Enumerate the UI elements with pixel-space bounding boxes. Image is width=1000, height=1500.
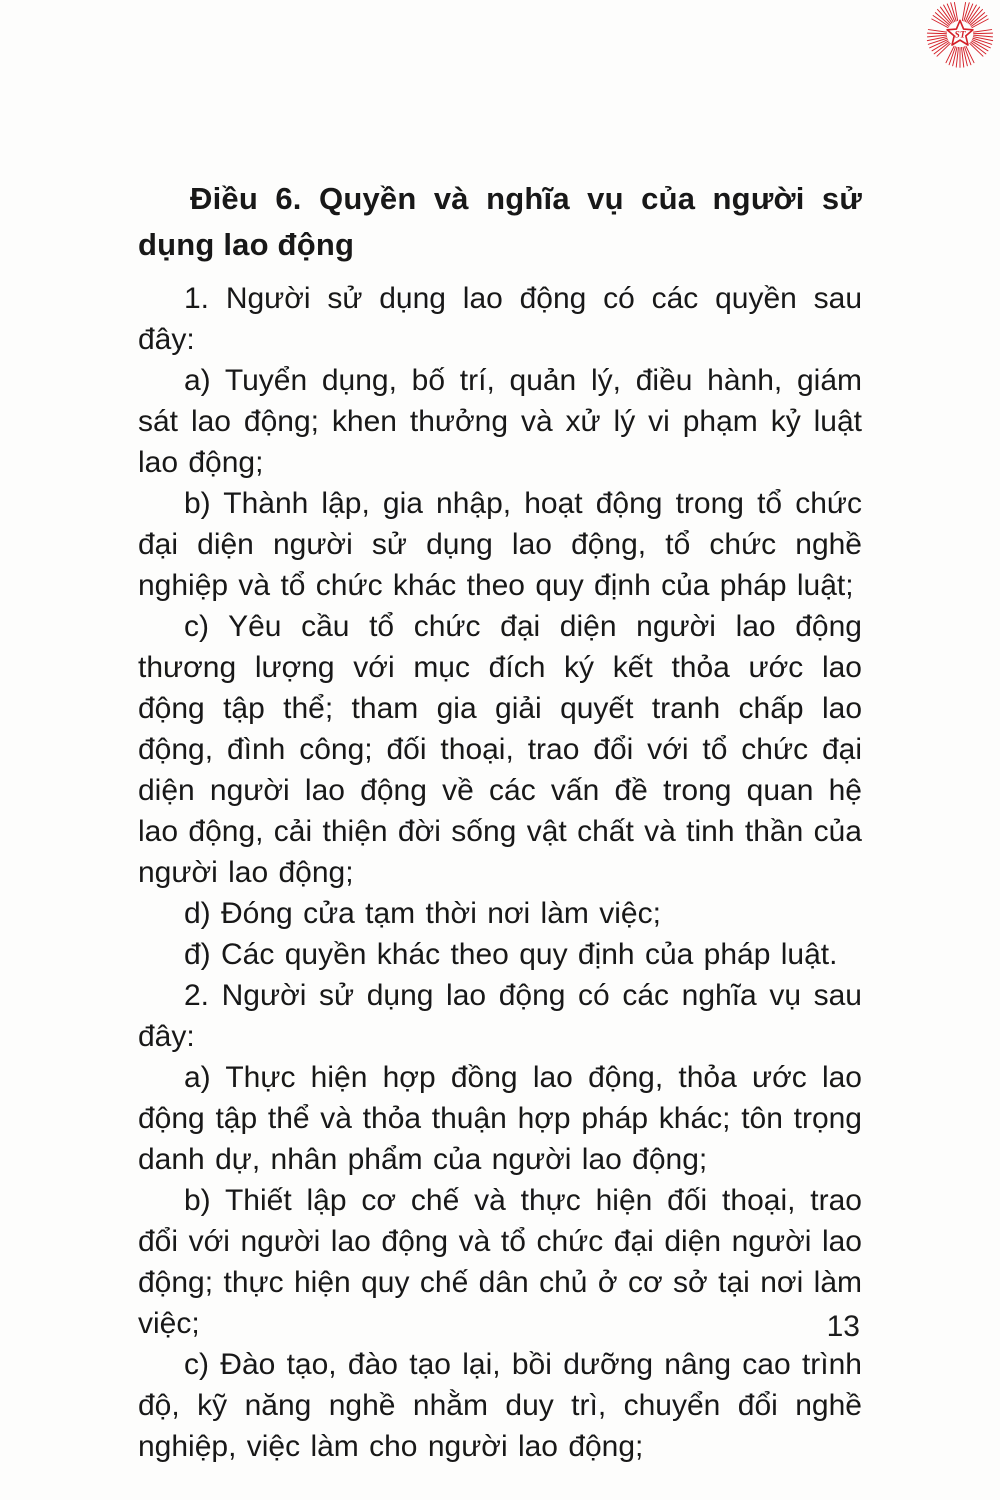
article-paragraph: c) Yêu cầu tổ chức đại diện người lao động thương lượng với mục đích ký kết thỏa ước lao động tập thể; tham gia giải quyết tranh chấp lao động, đình công; đối thoại, trao đổi với tổ chức đại diện người lao động về các vấn đề trong quan hệ lao động, cải thiện đời sống vật chất và tinh thần của người lao động; (138, 610, 862, 889)
article-paragraph: 2. Người sử dụng lao động có các nghĩa vụ sau đây: (138, 979, 862, 1053)
article-paragraph: a) Tuyển dụng, bố trí, quản lý, điều hành, giám sát lao động; khen thưởng và xử lý vi phạm kỷ luật lao động; (138, 364, 862, 479)
article-paragraph: b) Thành lập, gia nhập, hoạt động trong tổ chức đại diện người sử dụng lao động, tổ chức nghề nghiệp và tổ chức khác theo quy định của pháp luật; (138, 487, 862, 602)
article-paragraph: 1. Người sử dụng lao động có các quyền sau đây: (138, 282, 862, 356)
article-body (138, 278, 862, 1467)
article-heading: Điều 6. Quyền và nghĩa vụ của người sử dụng lao động (138, 181, 862, 262)
article-paragraph: c) Đào tạo, đào tạo lại, bồi dưỡng nâng cao trình độ, kỹ năng nghề nhằm duy trì, chuyển đổi nghề nghiệp, việc làm cho người lao động; (138, 1348, 862, 1463)
article-content (138, 176, 862, 1467)
article-paragraph: d) Đóng cửa tạm thời nơi làm việc; (184, 897, 661, 930)
logo-st-monogram: ST (954, 30, 966, 41)
page-number: 13 (826, 1310, 860, 1343)
star-burst-publisher-logo-icon (922, 0, 998, 68)
article-paragraph: a) Thực hiện hợp đồng lao động, thỏa ước lao động tập thể và thỏa thuận hợp pháp khác; tôn trọng danh dự, nhân phẩm của người lao động; (138, 1061, 862, 1176)
article-paragraph: đ) Các quyền khác theo quy định của pháp luật. (184, 938, 838, 971)
article-paragraph: b) Thiết lập cơ chế và thực hiện đối thoại, trao đổi với người lao động và tổ chức đại diện người lao động; thực hiện quy chế dân chủ ở cơ sở tại nơi làm việc; (138, 1184, 862, 1340)
